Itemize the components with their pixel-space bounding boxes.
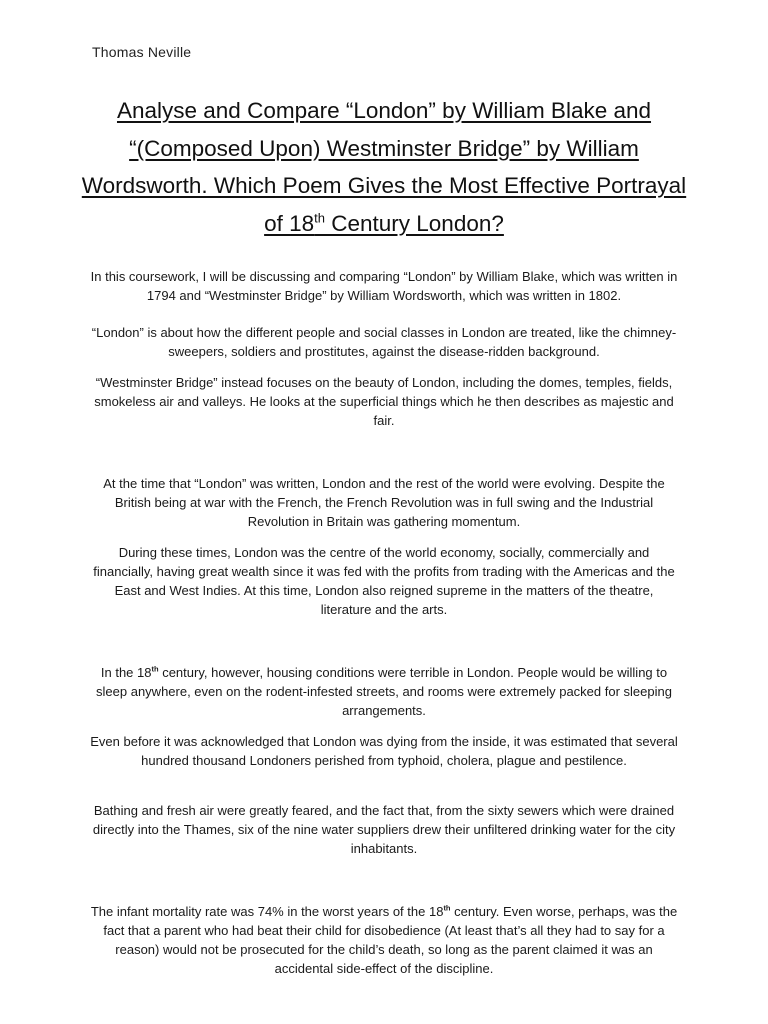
paragraph-housing <box>88 664 680 721</box>
paragraph-disease: Even before it was acknowledged that London was dying from the inside, it was estimated that several hundred thousand Londoners perished from typhoid, cholera, plague and pestilence. <box>90 734 678 768</box>
paragraph-sewers: Bathing and fresh air were greatly feared, and the fact that, from the sixty sewers which were drained directly into the Thames, six of the nine water suppliers drew their unfiltered drinking water for the city inhabitants. <box>92 803 676 856</box>
paragraph-london-summary: “London” is about how the different people and social classes in London are treated, like the chimney-sweepers, soldiers and prostitutes, against the disease-ridden background. <box>91 325 677 359</box>
paragraph-historical-context: At the time that “London” was written, London and the rest of the world were evolving. Despite the British being at war with the French, the French Revolution was in full swing and the Industrial Revolution in Britain was gathering momentum. <box>103 476 665 529</box>
paragraph-housing-end: century, however, housing conditions were terrible in London. People would be willing to sleep anywhere, even on the rodent-infested streets, and rooms were extremely packed for sleeping arrangements. <box>96 665 672 718</box>
paragraph-infant-mortality <box>88 903 680 979</box>
superscript-th: th <box>151 664 159 674</box>
paragraph-world-economy: During these times, London was the centre of the world economy, socially, commercially and financially, having great wealth since it was fed with the profits from trading with the Americas and the East and West Indies. At this time, London also reigned supreme in the matters of the theatre, literature and the arts. <box>93 545 675 617</box>
superscript-th: th <box>443 903 451 913</box>
paragraph-westminster-summary: “Westminster Bridge” instead focuses on the beauty of London, including the domes, temples, fields, smokeless air and valleys. He looks at the superficial things which he then describes as majestic and fair. <box>94 375 674 428</box>
author-name: Thomas Neville <box>92 44 192 60</box>
document-title <box>70 92 698 242</box>
title-text-end: Century London? <box>325 210 504 236</box>
title-text: Analyse and Compare “London” by William Blake and “(Composed Upon) Westminster Bridge” by William Wordsworth. Which Poem Gives the Most Effective Portrayal of 18 <box>81 98 687 236</box>
paragraph-intro: In this coursework, I will be discussing and comparing “London” by William Blake, which was written in 1794 and “Westminster Bridge” by William Wordsworth, which was written in 1802. <box>90 269 678 303</box>
paragraph-mortality-end: century. Even worse, perhaps, was the fact that a parent who had beat their child for disobedience (At least that’s all they had to say for a reason) would not be prosecuted for the child’s death, so long as the parent claimed it was an accidental side-effect of the discipline. <box>103 904 678 976</box>
paragraph-mortality-start: The infant mortality rate was 74% in the worst years of the 18 <box>90 904 444 919</box>
title-superscript: th <box>314 210 325 225</box>
paragraph-housing-start: In the 18 <box>100 665 152 680</box>
